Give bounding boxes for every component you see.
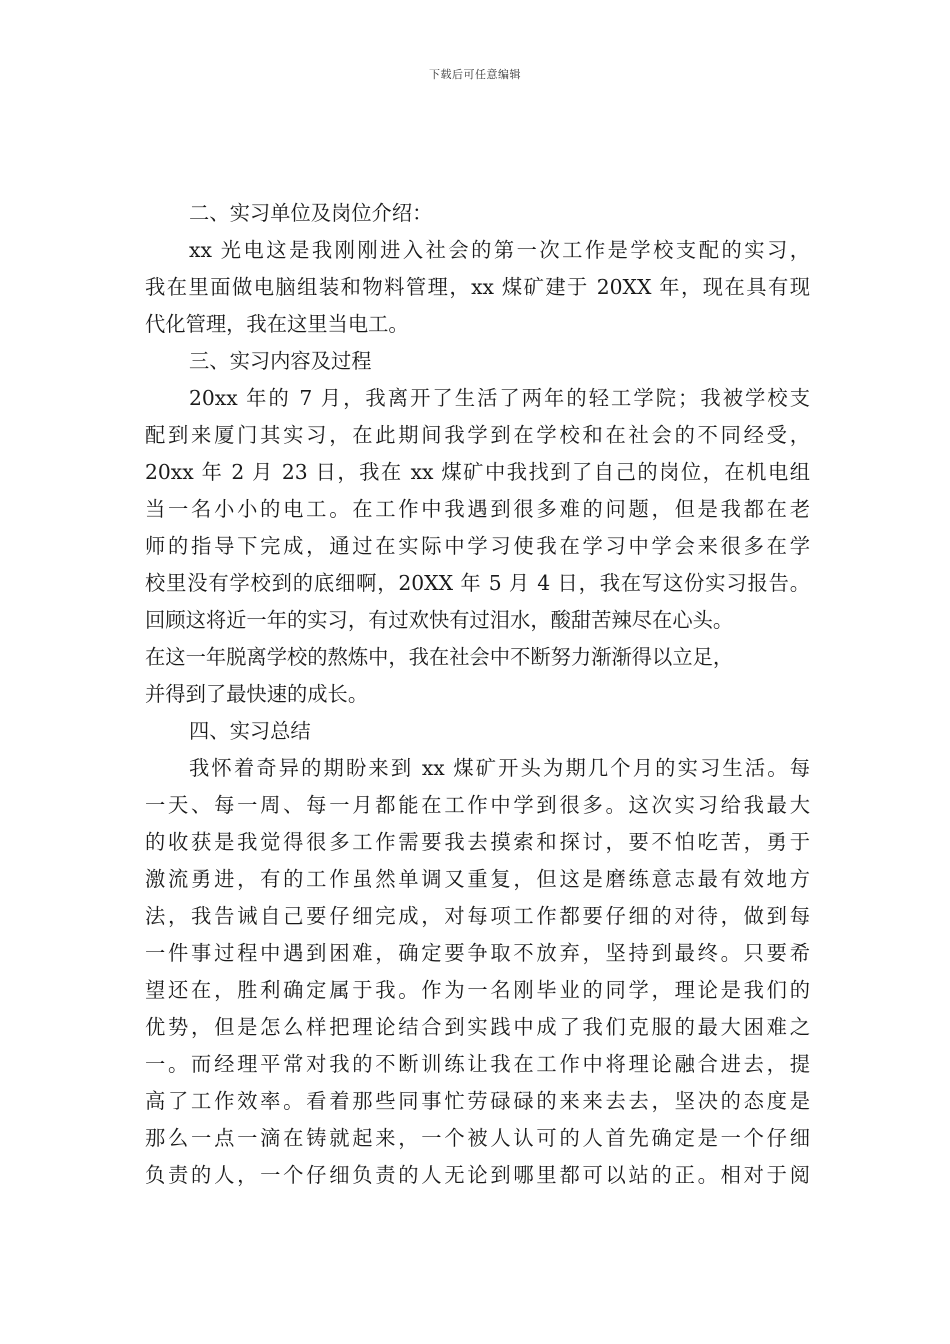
text-line: xx 光电这是我刚刚进入社会的第一次工作是学校支配的实习， [189,238,810,262]
document-body [145,195,810,1194]
text-line: 的收获是我觉得很多工作需要我去摸索和探讨，要不怕吃苦，勇于 [145,830,810,854]
text-line: 20xx 年 2 月 23 日，我在 xx 煤矿中我找到了自己的岗位，在机电组 [145,460,810,484]
text-line: 四、实习总结 [189,719,311,743]
text-line: 一件事过程中遇到困难，确定要争取不放弃，坚持到最终。只要希 [145,941,810,965]
text-line: 回顾这将近一年的实习，有过欢快有过泪水，酸甜苦辣尽在心头。 [145,608,734,632]
text-line: 校里没有学校到的底细啊，20XX 年 5 月 4 日，我在写这份实习报告。 [145,571,810,595]
text-line: 我怀着奇异的期盼来到 xx 煤矿开头为期几个月的实习生活。每 [189,756,810,780]
text-line: 优势，但是怎么样把理论结合到实践中成了我们克服的最大困难之 [145,1015,810,1039]
text-line: 激流勇进，有的工作虽然单调又重复，但这是磨练意志最有效地方 [145,867,810,891]
text-line: 在这一年脱离学校的熬炼中，我在社会中不断努力渐渐得以立足， [145,645,734,669]
text-line: 望还在，胜利确定属于我。作为一名刚毕业的同学，理论是我们的 [145,978,810,1002]
text-line: 一。而经理平常对我的不断训练让我在工作中将理论融合进去，提 [145,1052,810,1076]
text-line: 二、实习单位及岗位介绍： [189,201,433,225]
text-line: 20xx 年的 7 月，我离开了生活了两年的轻工学院；我被学校支 [189,386,810,410]
page-header: 下载后可任意编辑 [429,68,521,81]
text-line: 三、实习内容及过程 [189,349,372,373]
text-line: 那么一点一滴在铸就起来，一个被人认可的人首先确定是一个仔细 [145,1126,810,1150]
text-line: 负责的人，一个仔细负责的人无论到哪里都可以站的正。相对于阅 [145,1163,810,1187]
text-line: 师的指导下完成，通过在实际中学习使我在学习中学会来很多在学 [145,534,810,558]
text-line: 配到来厦门其实习，在此期间我学到在学校和在社会的不同经受， [145,423,810,447]
text-line: 法，我告诫自己要仔细完成，对每项工作都要仔细的对待，做到每 [145,904,810,928]
text-line: 一天、每一周、每一月都能在工作中学到很多。这次实习给我最大 [145,793,810,817]
text-line: 并得到了最快速的成长。 [145,682,369,706]
text-line: 当一名小小的电工。在工作中我遇到很多难的问题，但是我都在老 [145,497,810,521]
text-line: 代化管理，我在这里当电工。 [145,312,409,336]
text-line: 高了工作效率。看着那些同事忙劳碌碌的来来去去，坚决的态度是 [145,1089,810,1113]
text-line: 我在里面做电脑组装和物料管理，xx 煤矿建于 20XX 年，现在具有现 [145,275,810,299]
